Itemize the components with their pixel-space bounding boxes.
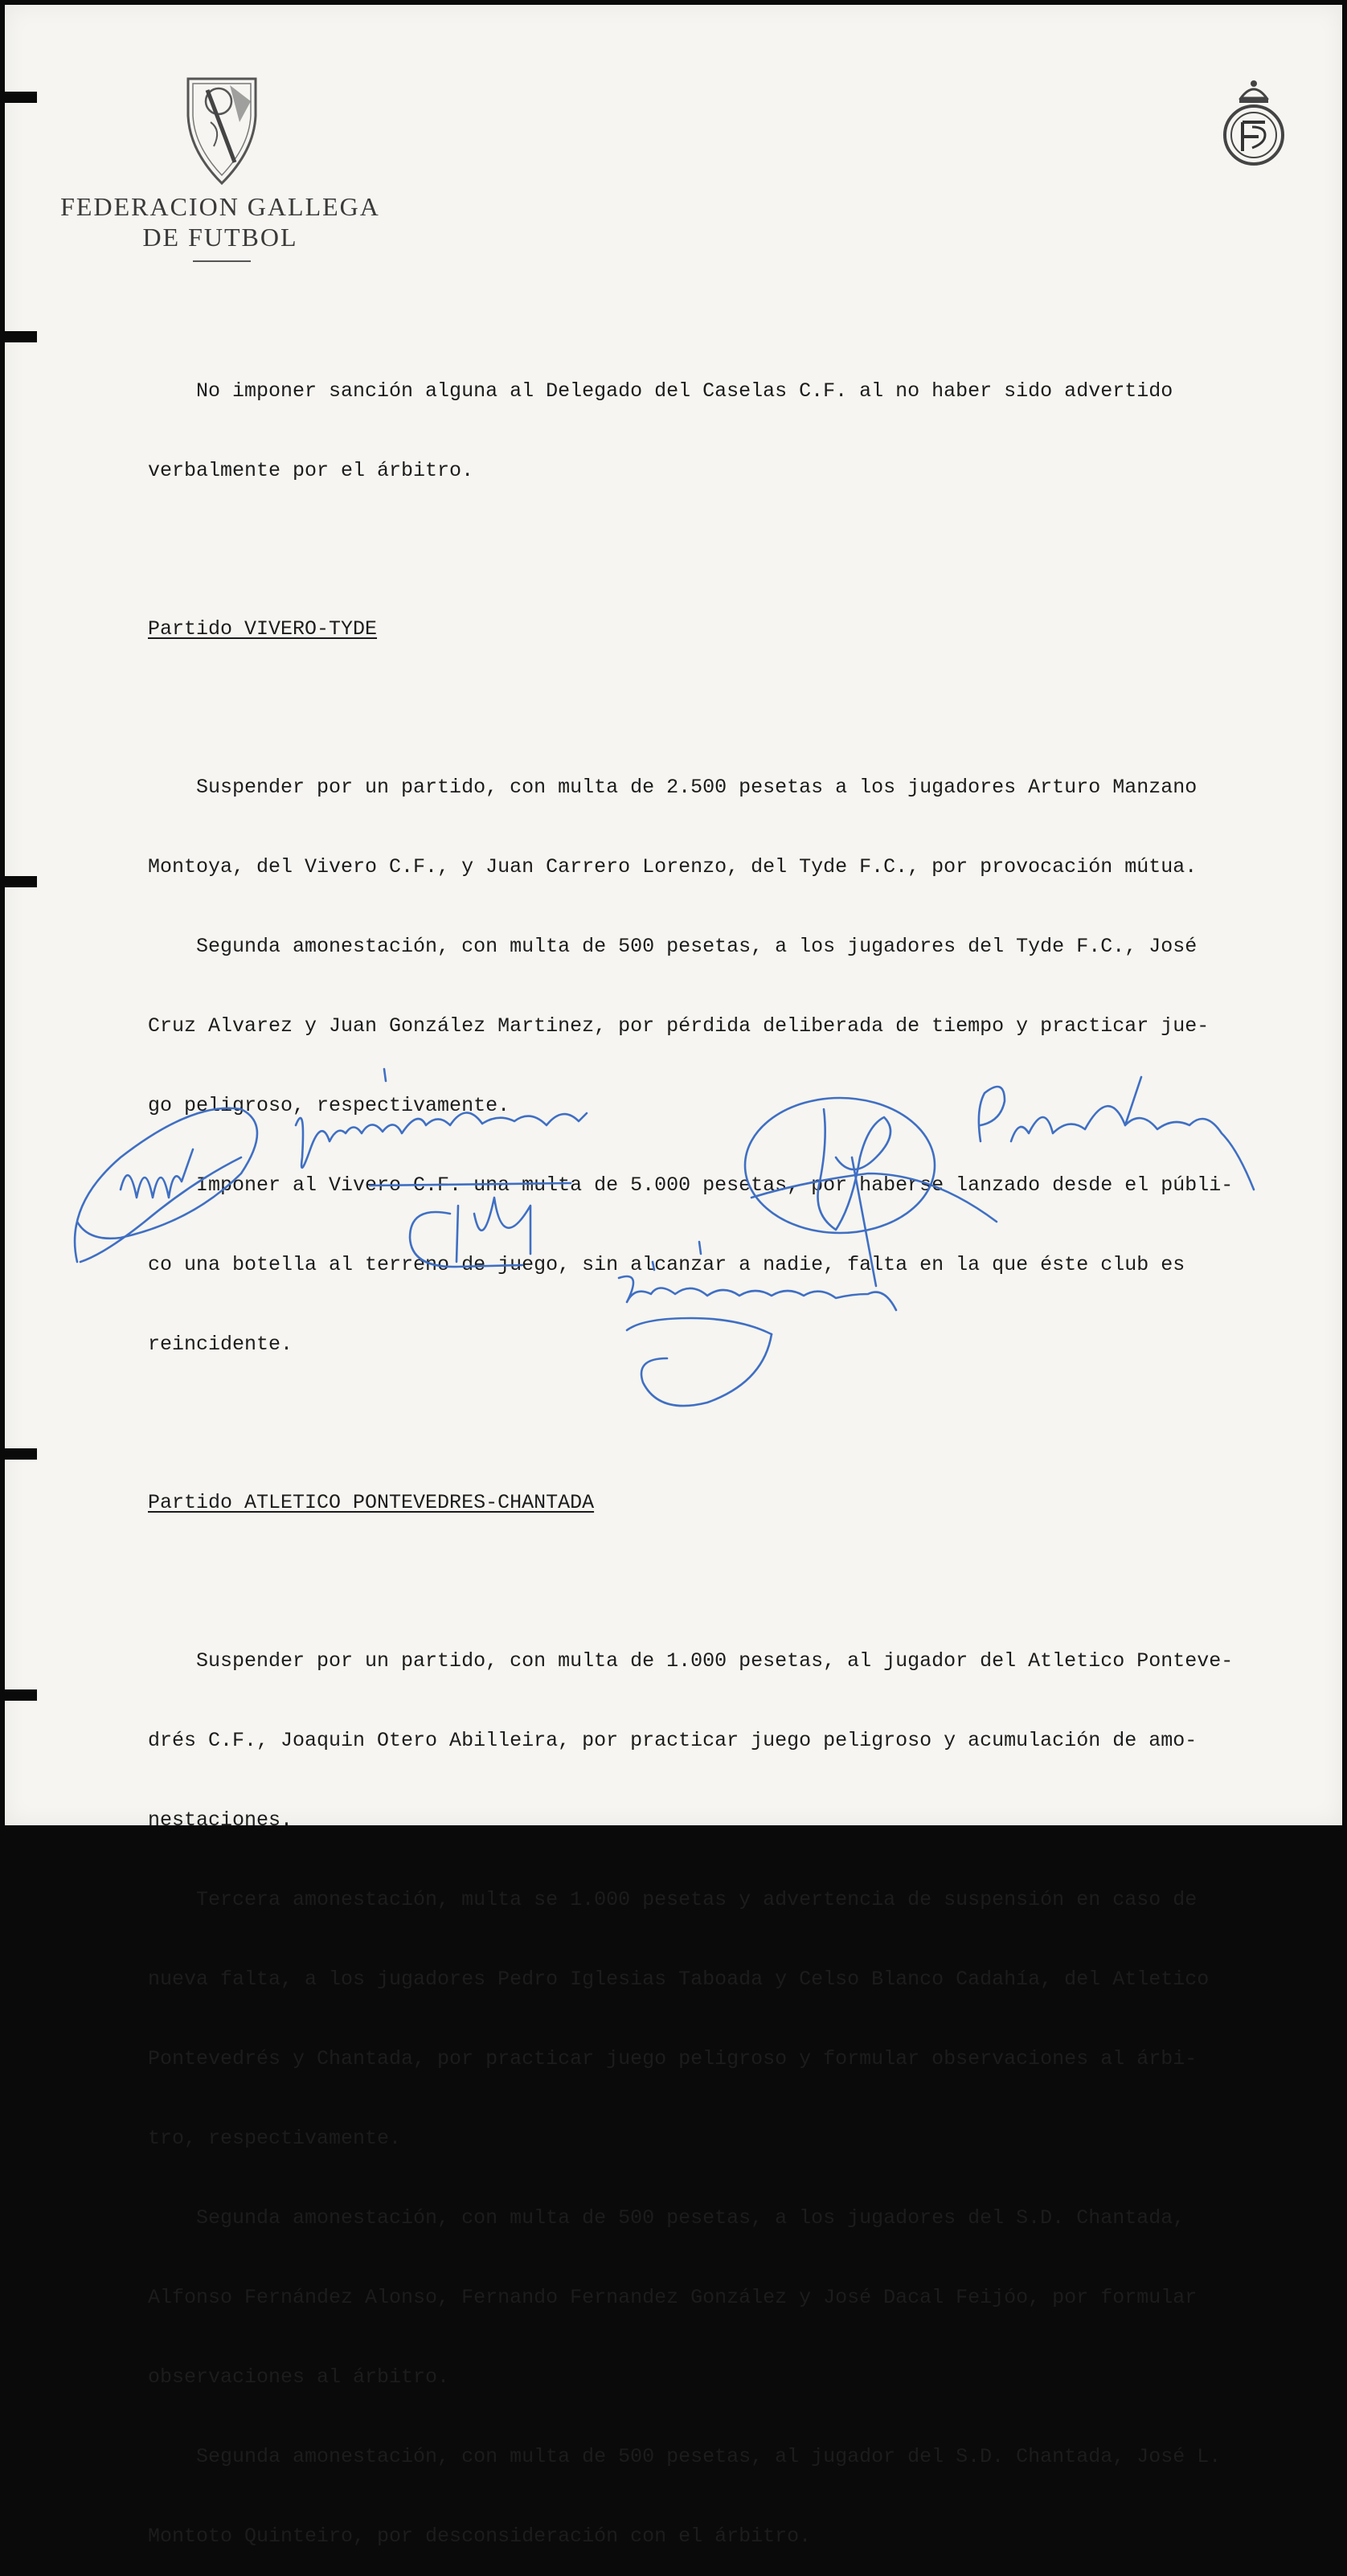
- intro-line: verbalmente por el árbitro.: [148, 459, 474, 482]
- section-heading-vivero-tyde: Partido VIVERO-TYDE: [148, 617, 378, 641]
- paragraph-line: Suspender por un partido, con multa de 1.000 pesetas, al jugador del Atletico Ponteve-: [148, 1649, 1234, 1673]
- paragraph-line: go peligroso, respectivamente.: [148, 1094, 510, 1117]
- paragraph-line: Cruz Alvarez y Juan González Martinez, por pérdida deliberada de tiempo y practicar jue-: [148, 1014, 1210, 1038]
- paragraph-line: Segunda amonestación, con multa de 500 pesetas, a los jugadores del Tyde F.C., José: [148, 935, 1198, 958]
- paragraph-line: Imponer al Vivero C.F. una multa de 5.000 pesetas, por haberse lanzado desde el públi-: [148, 1173, 1234, 1197]
- paragraph-line: tro, respectivamente.: [148, 2127, 402, 2150]
- paragraph-line: co una botella al terreno de juego, sin alcanzar a nadie, falta en la que éste club es: [148, 1253, 1185, 1276]
- binder-mark: [5, 92, 37, 103]
- paragraph-line: Pontevedrés y Chantada, por practicar juego peligroso y formular observaciones al árbi-: [148, 2047, 1198, 2070]
- resolution-text: [148, 325, 1321, 2576]
- paragraph-line: observaciones al árbitro.: [148, 2365, 450, 2389]
- federation-shield-logo: [182, 74, 262, 186]
- paragraph-line: nueva falta, a los jugadores Pedro Iglesias Taboada y Celso Blanco Cadahía, del Atletico: [148, 1968, 1210, 1991]
- org-name-line1: FEDERACION GALLEGA: [60, 192, 380, 221]
- paragraph-line: Suspender por un partido, con multa de 2.500 pesetas a los jugadores Arturo Manzano: [148, 776, 1198, 799]
- paragraph-line: Segunda amonestación, con multa de 500 pesetas, al jugador del S.D. Chantada, José L.: [148, 2445, 1222, 2468]
- paragraph-line: Montoto Quinteiro, por desconsideración con el árbitro.: [148, 2525, 812, 2548]
- binder-mark: [5, 1448, 37, 1460]
- paragraph-line: drés C.F., Joaquin Otero Abilleira, por practicar juego peligroso y acumulación de amo-: [148, 1729, 1198, 1752]
- paragraph-line: Tercera amonestación, multa se 1.000 pesetas y advertencia de suspensión en caso de: [148, 1888, 1198, 1911]
- paragraph-line: Montoya, del Vivero C.F., y Juan Carrero Lorenzo, del Tyde F.C., por provocación mútua.: [148, 855, 1198, 878]
- binder-mark: [5, 1689, 37, 1701]
- paragraph-line: Segunda amonestación, con multa de 500 pesetas, a los jugadores del S.D. Chantada,: [148, 2206, 1185, 2230]
- binder-mark: [5, 331, 37, 342]
- organization-name: [59, 191, 381, 252]
- paragraph-line: reincidente.: [148, 1333, 293, 1356]
- binder-mark: [5, 876, 37, 887]
- letterhead-rule: [193, 260, 251, 262]
- org-name-line2: DE FUTBOL: [142, 223, 298, 252]
- intro-line: No imponer sanción alguna al Delegado del Caselas C.F. al no haber sido advertido: [148, 379, 1173, 403]
- royal-crest-logo: [1220, 74, 1288, 170]
- paragraph-line: nestaciones.: [148, 1808, 293, 1832]
- section-heading-atletico-chantada: Partido ATLETICO PONTEVEDRES-CHANTADA: [148, 1491, 595, 1514]
- paragraph-line: Alfonso Fernández Alonso, Fernando Fernandez González y José Dacal Feijóo, por formular: [148, 2286, 1198, 2309]
